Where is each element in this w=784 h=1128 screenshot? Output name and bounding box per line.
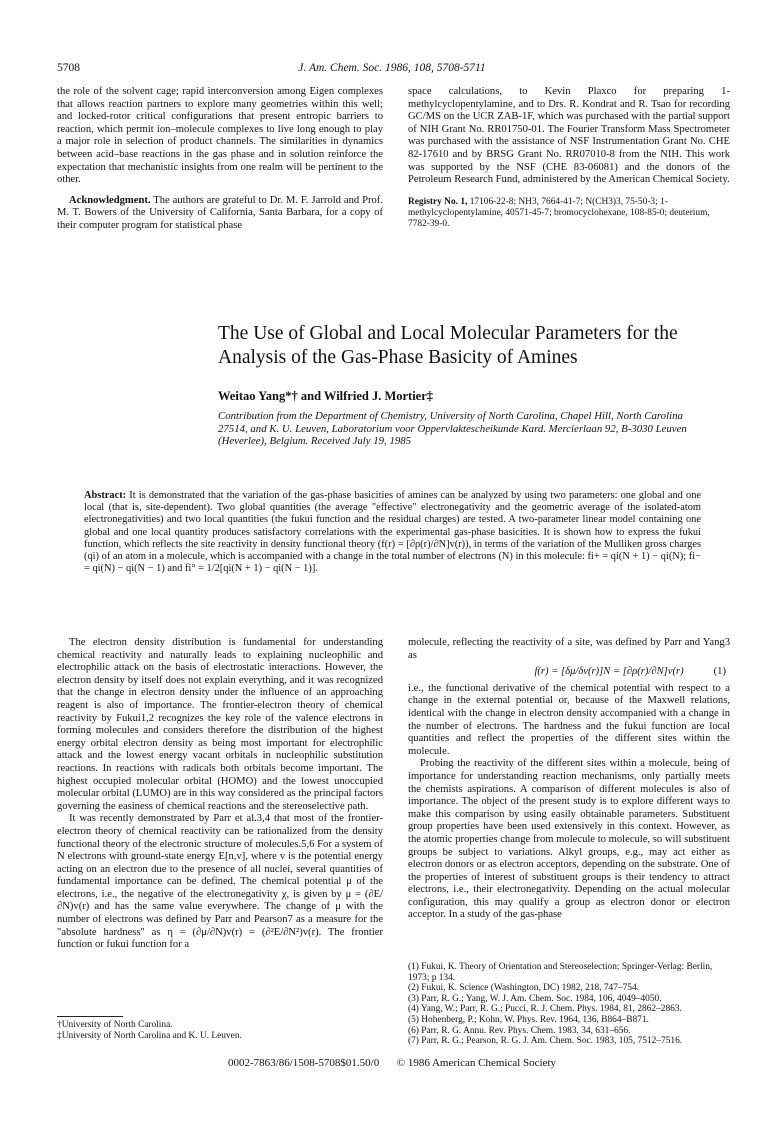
body-right-column [408, 637, 730, 922]
body-paragraph-1: The electron density distribution is fundamental for understanding chemical reactivity and naturally leads to explaining nucleophilic and electrophilic attack on the basis of electrostatic interactions. However, the electron density by itself does not explain everything, and it was recognized that the change in electron density under the influence of an approaching reagent is also of importance. The frontier-electron theory of chemical reactivity by Fukui1,2 recognizes the key role of the valence electrons in forming molecules and considers therefore the distribution of the highest energy orbital electron density as being most important for electrophilic attack and the lowest energy vacant orbitals in nucleophilic substitution reactions. In reactions with radicals both orbitals become important. The highest occupied molecular orbital (HOMO) and the lowest unoccupied molecular orbital (LUMO) are in this way considered as the principal factors governing the easiness of chemical reactions and the stereoselective path. [57, 637, 383, 812]
journal-citation: J. Am. Chem. Soc. 1986, 108, 5708-5711 [298, 62, 486, 74]
acknowledgment-label: Acknowledgment. [69, 194, 151, 206]
reference-3: (3) Parr, R. G.; Yang, W. J. Am. Chem. Soc. 1984, 106, 4049–4050. [408, 993, 662, 1004]
page-number: 5708 [57, 62, 80, 74]
body-paragraph-4: Probing the reactivity of the different sites within a molecule, being of importance for understanding reaction mechanisms, only partially meets the chemists aspirations. A comparison of different molecules is also of importance. The object of the present study is to explore different ways to make this comparison by using easily obtainable parameters. Substituent group properties have been used extensively in this context. However, as the atomic properties change from molecule to molecule, so will substituent groups be subject to variations. Alkyl groups, e.g., may act either as electron donors or as electron acceptors, depending on the substrate. One of the properties of interest of substituent groups is their tendency to attract electrons, i.e., their electronegativity. Depending on the actual molecular configuration, this may qualify a group as electron donor or electron acceptor. In a study of the gas-phase [408, 758, 730, 921]
body-left-column [57, 637, 383, 952]
body-paragraph-2: It was recently demonstrated by Parr et al.3,4 that most of the frontier-electron theory of chemical reactivity can be rationalized from the density functional theory of the electronic structure of molecules.5,6 For a system of N electrons with ground-state energy E[n,v], where v is the potential energy acting on an electron due to the presence of all nuclei, several quantities of fundamental importance can be defined. The chemical potential μ of the electrons, i.e., the negative of the electronegativity χ, is given by μ = (∂E/∂N)v(r) and has the same value everywhere. The change of μ with the number of electrons was defined by Parr and Pearson7 as a measure for the "absolute hardness" as η = (∂μ/∂N)v(r) = (∂²E/∂N²)v(r). The frontier function or fukui function for a [57, 813, 383, 951]
prev-article-right-column [408, 86, 730, 230]
registry-label: Registry No. 1, [408, 196, 468, 207]
equation-expression: f(r) = [δμ/δv(r)]N = [∂ρ(r)/∂N]v(r) [534, 666, 684, 678]
reference-5: (5) Hohenberg, P.; Kohn, W. Phys. Rev. 1964, 136, B864–B871. [408, 1014, 649, 1025]
prev-article-left-column [57, 86, 383, 233]
registry-numbers [408, 197, 730, 231]
prev-article-right-paragraph: space calculations, to Kevin Plaxco for preparing 1-methylcyclopentylamine, and to Drs. R. Kondrat and R. Tsao for recording GC/MS on the UCR ZAB-1F, which was purchased with the partial support of NIH Grant No. RR01750-01. The Fourier Transform Mass Spectrometer was purchased with the assistance of NSF Instrumentation Grant No. CHE 82-17610 and by BRSG Grant No. RR07010-8 from the NIH. This work was supported by the NSF (CHE 83-06081) and the donors of the Petroleum Research Fund, administered by the American Chemical Society. [408, 86, 730, 186]
acknowledgment-text: The authors are grateful to Dr. M. F. Jarrold and Prof. M. T. Bowers of the University of California, Santa Barbara, for a copy of their computer program for statistical phase [57, 194, 383, 231]
equation-1 [408, 666, 730, 679]
abstract [84, 490, 701, 575]
prev-article-paragraph: the role of the solvent cage; rapid interconversion among Eigen complexes that allows reaction partners to explore many geometries within this well; and locked-rotor critical configurations that present entropic barriers to reaction, which permit ion–molecule complexes to live long enough to play a major role in selection of product channels. The similarities in dynamics between acid–base reactions in the gas phase and in solution reinforce the expectation that mechanistic insights from one realm will be pertinent to the other. [57, 86, 383, 186]
footnote-2: ‡University of North Carolina and K. U. Leuven. [57, 1031, 242, 1041]
references [408, 962, 730, 1047]
abstract-text: It is demonstrated that the variation of the gas-phase basicities of amines can be analyzed by using two parameters: one global and one local (that is, site-dependent). Two global quantities (the average "effective" electronegativity and the geometric average of the isolated-atom electronegativities) and two local quantities (the fukui function and the residual charges) are tested. A two-parameter linear model containing one global and one local quantity produces satisfactory correlations with the experimental gas-phase basicities. It is shown how to express the fukui function, which reflects the site reactivity in density functional theory (f(r) = [∂ρ(r)/∂N]v(r)), in terms of the variation of the Mulliken gross charges (qi) of an atom in a molecule, which is accompanied with a change in the total number of electrons (N) in this molecule: fi+ = qi(N + 1) − qi(N); fi− = qi(N) − qi(N − 1) and fi° = 1/2[qi(N + 1) − qi(N − 1)]. [84, 490, 701, 575]
reference-6: (6) Parr, R. G. Annu. Rev. Phys. Chem. 1983, 34, 631–656. [408, 1025, 631, 1036]
registry-text: 17106-22-8; NH3, 7664-41-7; N(CH3)3, 75-50-3; 1-methylcyclopentylamine, 40571-45-7; bromocyclohexane, 108-85-0; deuterium, 7782-39-0. [408, 196, 710, 230]
body-right-intro: molecule, reflecting the reactivity of a site, was defined by Parr and Yang3 as [408, 637, 730, 661]
abstract-label: Abstract: [84, 490, 127, 501]
footnote-1: †University of North Carolina. [57, 1020, 173, 1030]
article-title: The Use of Global and Local Molecular Parameters for the Analysis of the Gas-Phase Basicity of Amines [218, 323, 678, 368]
footnotes [57, 1016, 383, 1042]
acknowledgment [57, 195, 383, 233]
reference-4: (4) Yang, W.; Parr, R. G.; Pucci, R. J. Chem. Phys. 1984, 81, 2862–2863. [408, 1004, 682, 1015]
reference-1: (1) Fukui, K. Theory of Orientation and Stereoselection; Springer-Verlag: Berlin, 1973; p 134. [408, 962, 713, 983]
body-paragraph-3: i.e., the functional derivative of the chemical potential with respect to a change in the external potential or, because of the Maxwell relations, identical with the change in electron density accompanied with a change in the number of electrons. The hardness and the fukui function are local quantities and reflect the properties of the different sites within the molecule. [408, 682, 730, 757]
footer-copyright: © 1986 American Chemical Society [396, 1057, 556, 1069]
article-affiliation: Contribution from the Department of Chemistry, University of North Carolina, Chapel Hill, North Carolina 27514, and K. U. Leuven, Laboratorium voor Oppervlaktescheikunde Kard. Mercierlaan 92, B-3030 Leuven (Heverlee), Belgium. Received July 19, 1985 [218, 410, 687, 448]
page-footer [0, 1057, 784, 1069]
footer-code: 0002-7863/86/1508-5708$01.50/0 [227, 1057, 380, 1069]
reference-2: (2) Fukui, K. Science (Washington, DC) 1982, 218, 747–754. [408, 983, 639, 994]
equation-number: (1) [713, 666, 726, 678]
reference-7: (7) Parr, R. G.; Pearson, R. G. J. Am. Chem. Soc. 1983, 105, 7512–7516. [408, 1036, 683, 1047]
footnote-rule [57, 1016, 123, 1017]
article-authors: Weitao Yang*† and Wilfried J. Mortier‡ [218, 389, 434, 403]
